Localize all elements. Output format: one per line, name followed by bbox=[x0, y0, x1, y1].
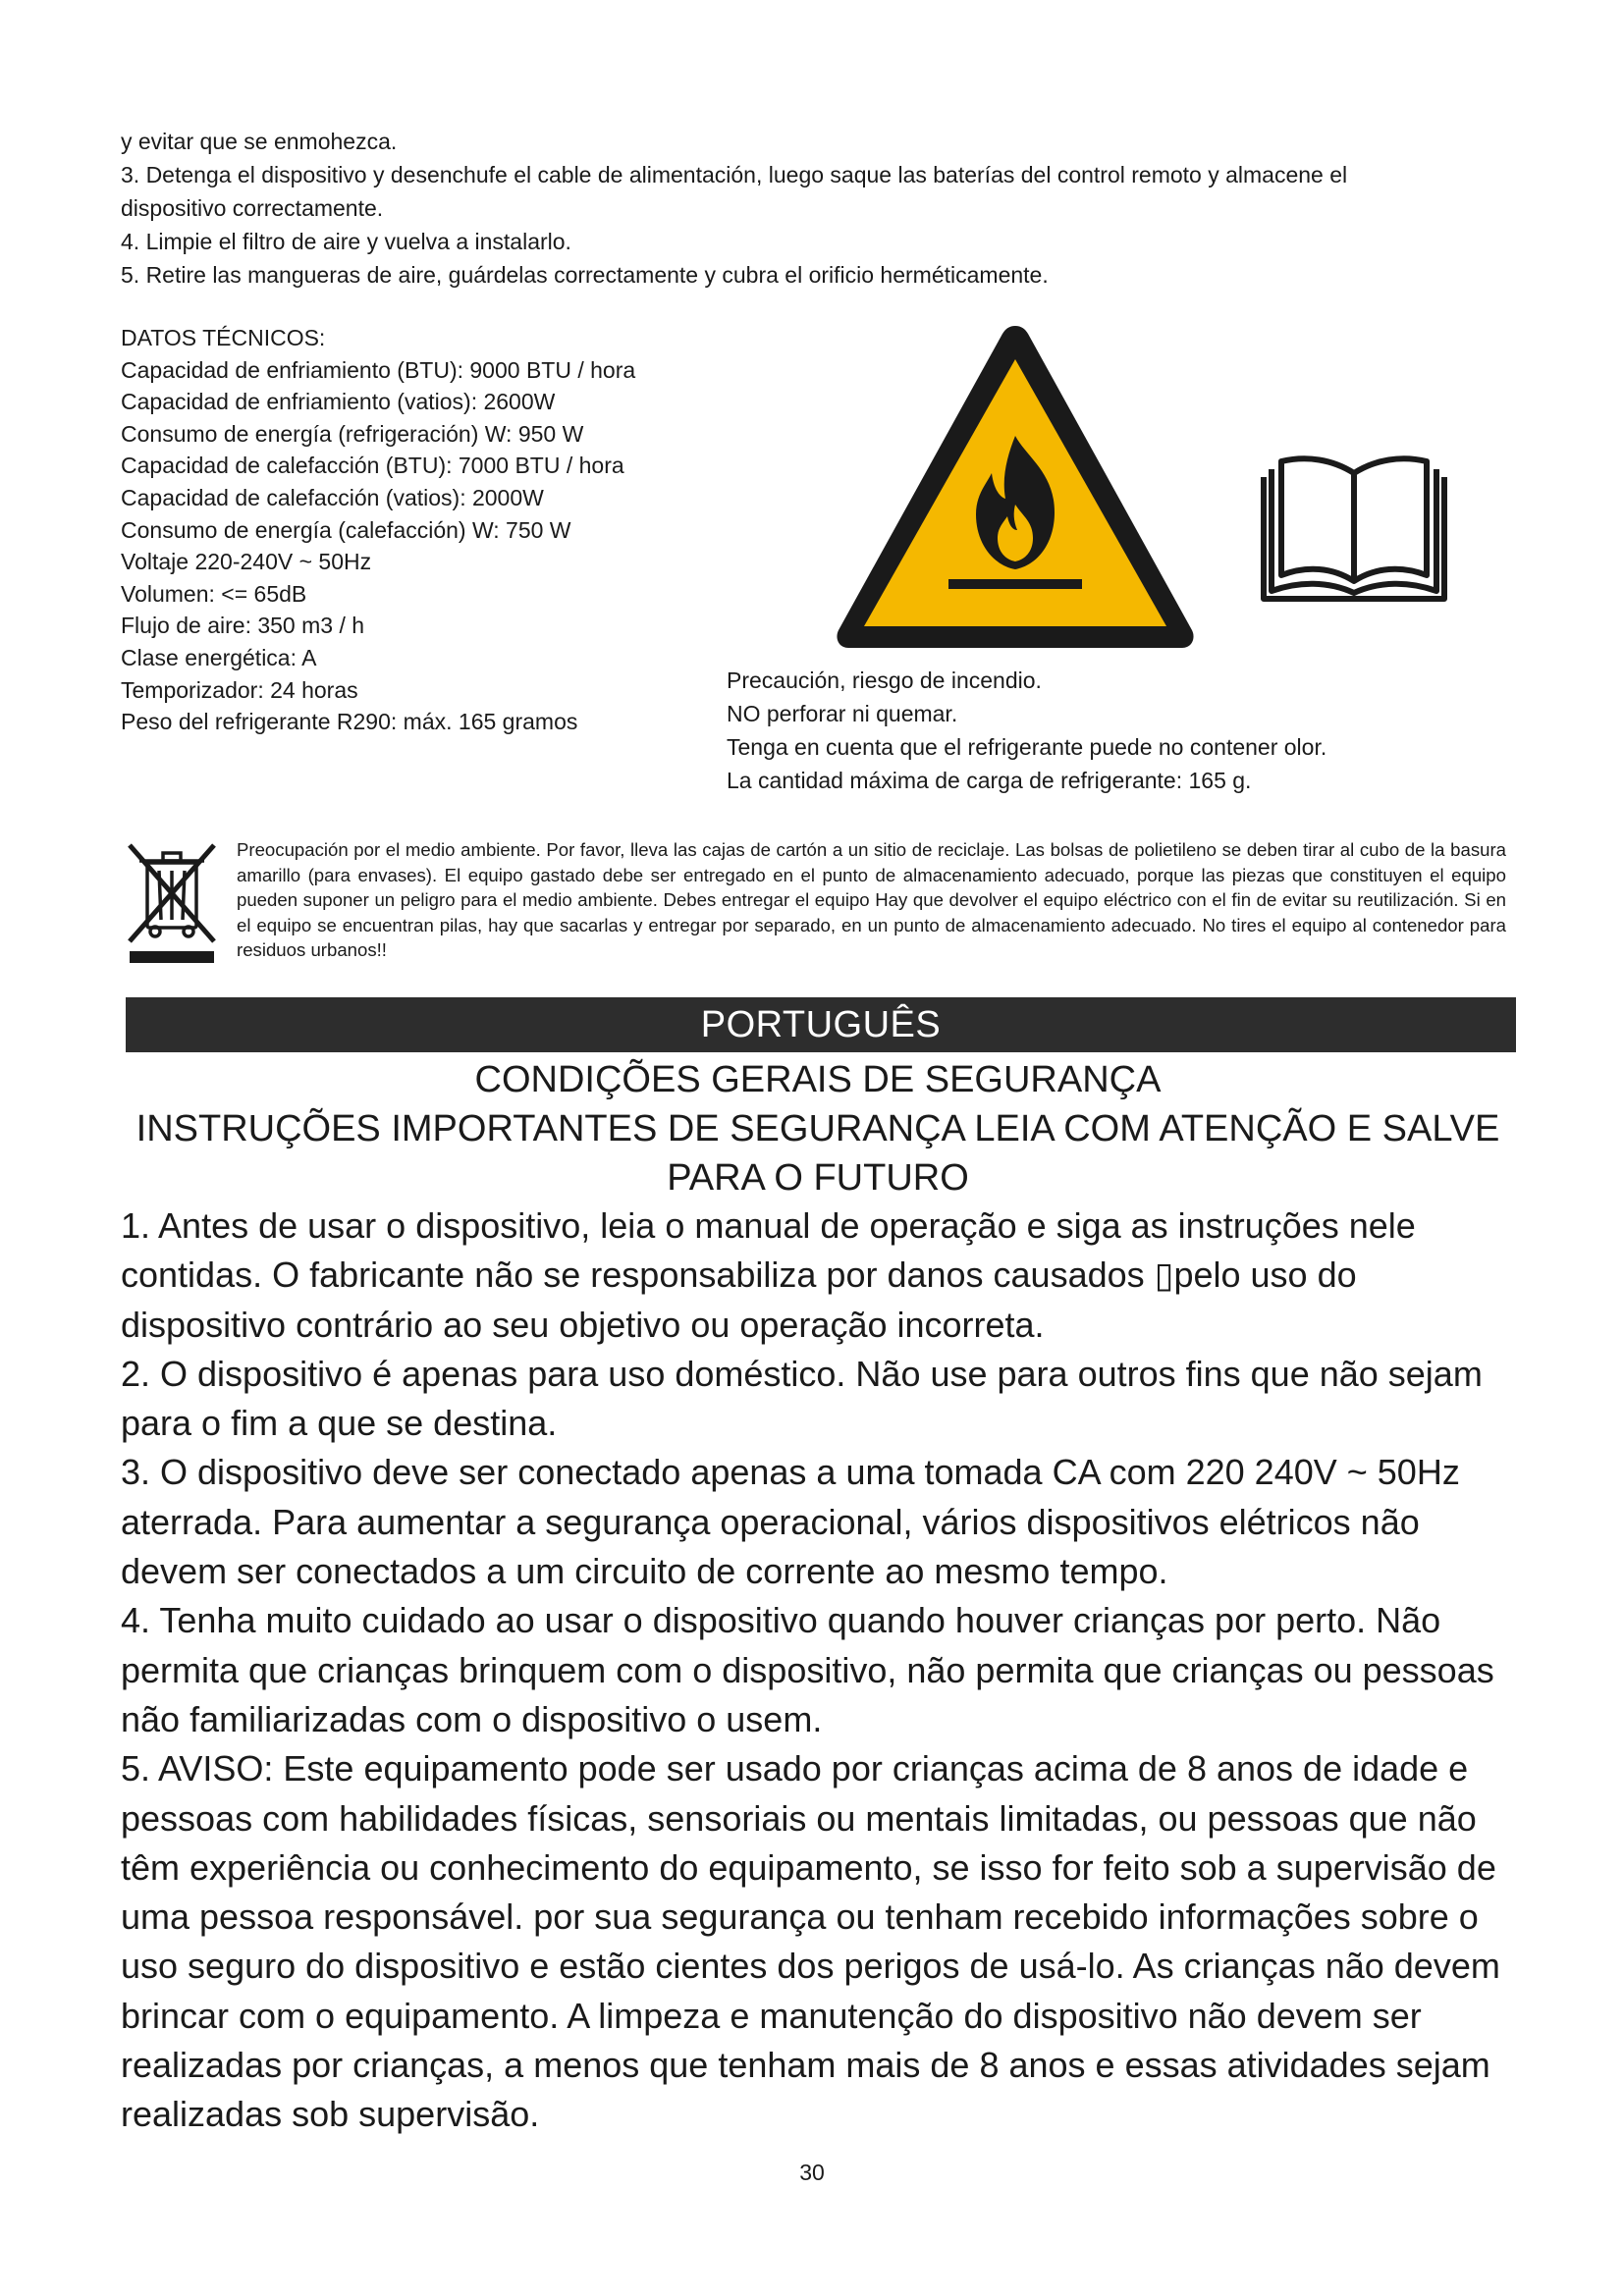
section-subheading: INSTRUÇÕES IMPORTANTES DE SEGURANÇA LEIA COM ATENÇÃO E SALVE bbox=[135, 1108, 1500, 1149]
caution-line: NO perforar ni quemar. bbox=[727, 701, 958, 726]
tech-data-section bbox=[121, 322, 710, 738]
tech-data-line: Consumo de energía (calefacción) W: 750 W bbox=[121, 516, 571, 543]
instruction-line: têm experiência ou conhecimento do equipamento, se isso for feito sob a supervisão de bbox=[121, 1846, 1496, 1888]
tech-data-line: Volumen: <= 65dB bbox=[121, 580, 307, 607]
instruction-line: pessoas com habilidades físicas, sensoriais ou mentais limitadas, ou pessoas que não bbox=[121, 1797, 1477, 1839]
instruction-line: uso seguro do dispositivo e estão cientes dos perigos de usá-lo. As crianças não devem bbox=[121, 1946, 1500, 1987]
instruction-line: não familiarizadas com o dispositivo o usem. bbox=[121, 1698, 823, 1739]
tech-data-line: Voltaje 220-240V ~ 50Hz bbox=[121, 549, 372, 575]
instruction-line: brincar com o equipamento. A limpeza e manutenção do dispositivo não devem ser bbox=[121, 1995, 1422, 2036]
caution-section bbox=[727, 664, 1512, 797]
language-section-bar: PORTUGUÊS bbox=[126, 997, 1516, 1052]
instruction-line: aterrada. Para aumentar a segurança operacional, vários dispositivos elétricos não bbox=[121, 1501, 1420, 1542]
intro-section bbox=[121, 125, 1515, 292]
tech-data-line: Peso del refrigerante R290: máx. 165 gramos bbox=[121, 709, 578, 735]
read-manual-icon bbox=[1260, 455, 1448, 605]
instruction-line: realizadas sob supervisão. bbox=[121, 2094, 540, 2135]
caution-line: Tenga en cuenta que el refrigerante puede no contener olor. bbox=[727, 734, 1327, 760]
instruction-line: 5. AVISO: Este equipamento pode ser usado por crianças acima de 8 anos de idade e bbox=[121, 1748, 1469, 1789]
environment-notice: Preocupación por el medio ambiente. Por favor, lleva las cajas de cartón a un sitio de reciclaje. Las bolsas de polietileno se deben tirar al cubo de la basura amarillo (para envases). El equipo gastado debe ser entregado en el punto de almacenamiento adecuado, porque las piezas que constituyen el equipo pueden suponer un peligro para el medio ambiente. Debes entregar el equipo Hay que devolver el equipo eléctrico con el fin de evitar su reutilización. Si en el equipo se encuentran pilas, hay que sacarlas y entregar por separado, en un punto de almacenamiento adecuado. No tires el equipo al contenedor para residuos urbanos!! bbox=[237, 839, 1506, 960]
intro-line: dispositivo correctamente. bbox=[121, 195, 384, 221]
tech-data-line: Temporizador: 24 horas bbox=[121, 676, 358, 703]
instruction-line: permita que crianças brinquem com o dispositivo, não permita que crianças ou pessoas bbox=[121, 1649, 1494, 1690]
safety-instructions bbox=[121, 1201, 1525, 2140]
page-number: 30 bbox=[799, 2160, 825, 2185]
intro-line: y evitar que se enmohezca. bbox=[121, 129, 398, 154]
flammable-warning-icon bbox=[833, 320, 1198, 654]
instruction-line: 2. O dispositivo é apenas para uso doméstico. Não use para outros fins que não sejam bbox=[121, 1353, 1483, 1394]
instruction-line: devem ser conectados a um circuito de corrente ao mesmo tempo. bbox=[121, 1551, 1168, 1592]
instruction-line: realizadas por crianças, a menos que tenham mais de 8 anos e essas atividades sejam bbox=[121, 2045, 1490, 2086]
instruction-line: contidas. O fabricante não se responsabiliza por danos causados ▯pelo uso do bbox=[121, 1255, 1357, 1296]
intro-line: 4. Limpie el filtro de aire y vuelva a instalarlo. bbox=[121, 229, 571, 254]
caution-line: Precaución, riesgo de incendio. bbox=[727, 667, 1042, 693]
section-heading: CONDIÇÕES GERAIS DE SEGURANÇA bbox=[474, 1059, 1162, 1100]
instruction-line: 1. Antes de usar o dispositivo, leia o manual de operação e siga as instruções nele bbox=[121, 1205, 1416, 1246]
section-subheading-continued: PARA O FUTURO bbox=[667, 1157, 969, 1199]
tech-data-line: Consumo de energía (refrigeración) W: 950 W bbox=[121, 420, 584, 447]
tech-data-line: Capacidad de enfriamiento (BTU): 9000 BTU / hora bbox=[121, 356, 636, 383]
tech-data-line: Capacidad de calefacción (BTU): 7000 BTU / hora bbox=[121, 453, 624, 479]
tech-data-line: Capacidad de calefacción (vatios): 2000W bbox=[121, 484, 544, 510]
instruction-line: dispositivo contrário ao seu objetivo ou operação incorreta. bbox=[121, 1304, 1045, 1345]
tech-data-title: DATOS TÉCNICOS: bbox=[121, 325, 326, 350]
tech-data-line: Flujo de aire: 350 m3 / h bbox=[121, 613, 365, 639]
instruction-line: para o fim a que se destina. bbox=[121, 1403, 558, 1444]
instruction-line: uma pessoa responsável. por sua segurança ou tenham recebido informações sobre o bbox=[121, 1896, 1479, 1938]
intro-line: 3. Detenga el dispositivo y desenchufe el cable de alimentación, luego saque las baterías del control remoto y almacene el bbox=[121, 162, 1348, 187]
intro-line: 5. Retire las mangueras de aire, guárdelas correctamente y cubra el orificio herméticamente. bbox=[121, 262, 1049, 288]
instruction-line: 4. Tenha muito cuidado ao usar o dispositivo quando houver crianças por perto. Não bbox=[121, 1600, 1441, 1641]
tech-data-line: Capacidad de enfriamiento (vatios): 2600W bbox=[121, 389, 556, 415]
caution-line: La cantidad máxima de carga de refrigerante: 165 g. bbox=[727, 768, 1252, 793]
crossed-out-bin-icon bbox=[126, 839, 218, 967]
instruction-line: 3. O dispositivo deve ser conectado apenas a uma tomada CA com 220 240V ~ 50Hz bbox=[121, 1452, 1460, 1493]
tech-data-line: Clase energética: A bbox=[121, 644, 317, 670]
